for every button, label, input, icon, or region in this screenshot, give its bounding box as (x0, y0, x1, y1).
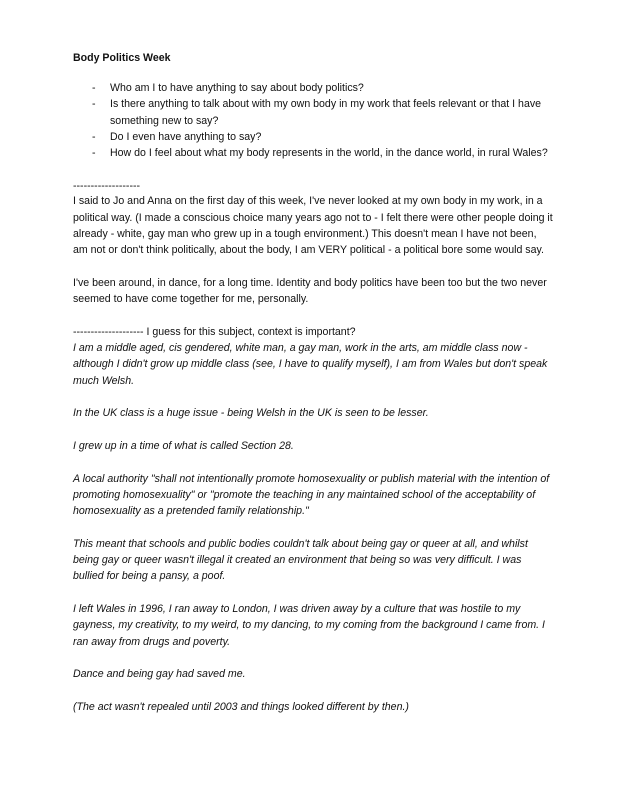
italic-paragraph: Dance and being gay had saved me. (73, 668, 246, 681)
list-item: - Do I even have anything to say? (92, 130, 262, 143)
list-item: - How do I feel about what my body represents in the world, in the dance world, in rural Wales? (92, 147, 548, 160)
paragraph: I said to Jo and Anna on the first day of this week, I've never looked at my own body in my work, in a political way. (I made a conscious choice many years ago not to - I felt there were other people doing it already - white, gay man who grew up in a tough environment.) This doesn't mean I have not been, am not or don't think politically, about the body, I am VERY political - a political bore some would say. (73, 195, 553, 257)
list-item: - Is there anything to talk about with my own body in my work that feels relevant or that I have something new to say? (92, 98, 542, 127)
question-text: Do I even have anything to say? (110, 130, 262, 143)
separator: ------------------- (73, 180, 141, 193)
list-item: - Who am I to have anything to say about body politics? (92, 82, 364, 94)
document-title: Body Politics Week (73, 52, 171, 64)
italic-paragraph: I am a middle aged, cis gendered, white man, a gay man, work in the arts, am middle class now - although I didn't grow up middle class (see, I have to qualify myself), I am from Wales but don't speak much Welsh. (73, 342, 548, 387)
italic-paragraph: (The act wasn't repealed until 2003 and things looked different by then.) (73, 700, 409, 713)
question-text: Who am I to have anything to say about body politics? (110, 82, 364, 94)
question-text: Is there anything to talk about with my own body in my work that feels relevant or that I have something new to say? (110, 98, 542, 127)
italic-paragraph: I grew up in a time of what is called Section 28. (73, 439, 294, 452)
document-page (73, 50, 553, 731)
paragraph: I've been around, in dance, for a long time. Identity and body politics have been too but the two never seemed to have come together for me, personally. (73, 276, 547, 306)
italic-paragraph: I left Wales in 1996, I ran away to London, I was driven away by a culture that was hostile to my gayness, my creativity, to my weird, to my dancing, to my coming from the background I came from. I ran away from drugs and poverty. (73, 602, 545, 648)
italic-paragraph: This meant that schools and public bodies couldn't talk about being gay or queer at all, and whilst being gay or queer wasn't illegal it created an environment that being so was very difficult. I was bullied for being a pansy, a poof. (73, 537, 528, 583)
italic-paragraph: A local authority "shall not intentionally promote homosexuality or publish material with the intention of promoting homosexuality" or "promote the teaching in any maintained school of the acceptability of homosexuality as a pretended family relationship." (73, 472, 550, 518)
question-text: How do I feel about what my body represents in the world, in the dance world, in rural Wales? (110, 147, 548, 160)
question-list (73, 80, 553, 161)
context-heading: -------------------- I guess for this subject, context is important? (73, 325, 356, 338)
italic-paragraph: In the UK class is a huge issue - being Welsh in the UK is seen to be lesser. (73, 407, 429, 420)
